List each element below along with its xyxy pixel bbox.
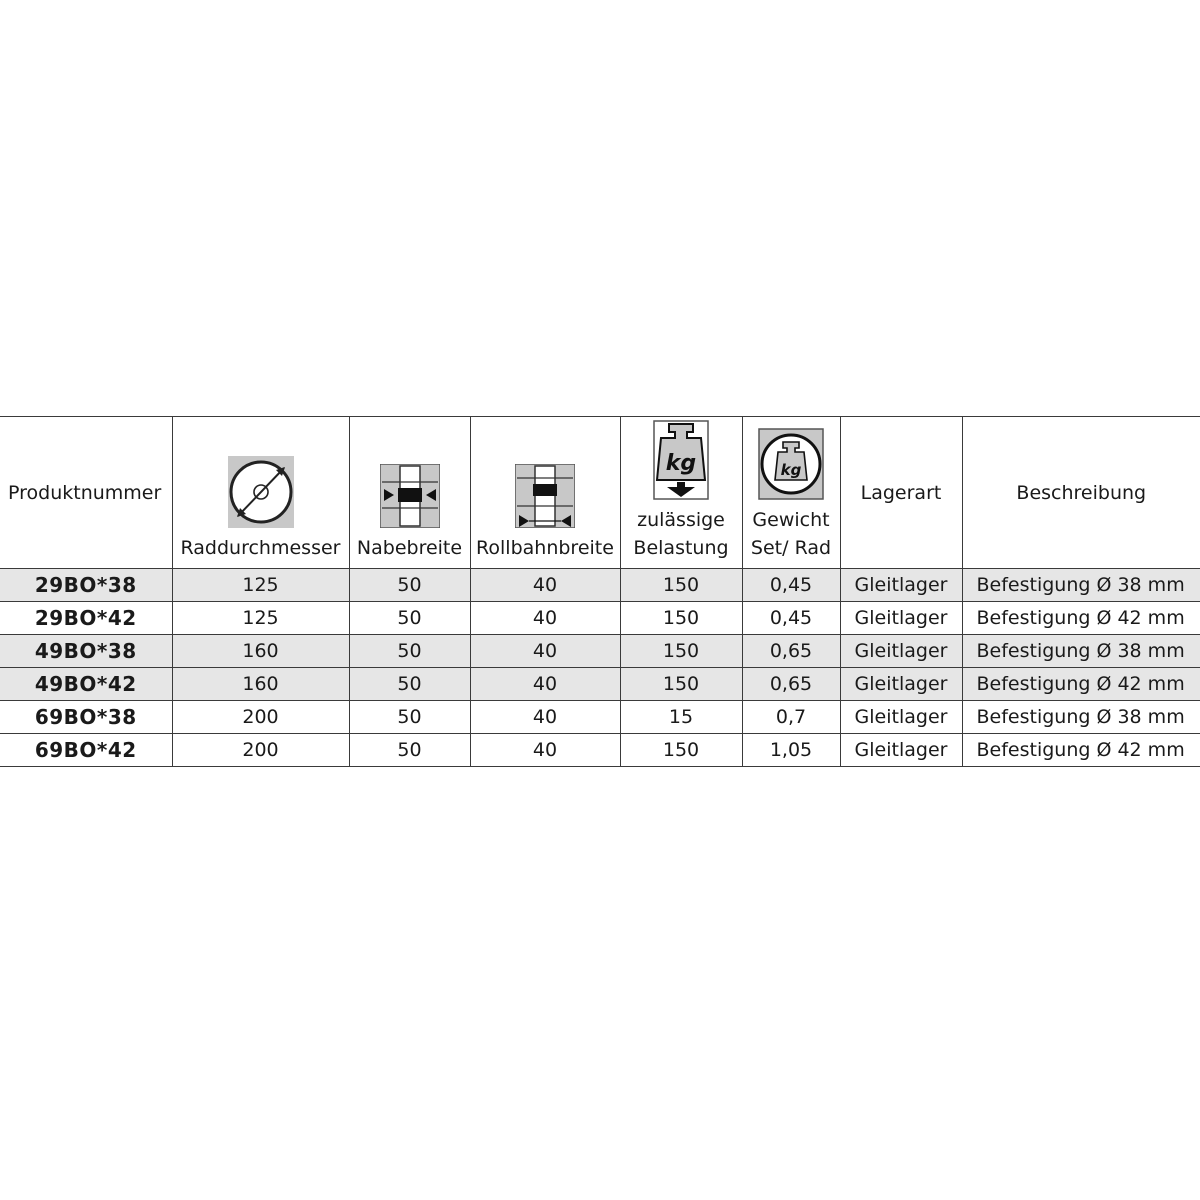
cell-rollbahnbreite: 40: [470, 602, 620, 635]
cell-nabebreite: 50: [349, 569, 470, 602]
cell-gewicht: 0,45: [742, 602, 840, 635]
cell-gewicht: 0,65: [742, 668, 840, 701]
header-raddurchmesser: [172, 417, 349, 569]
load-kg-label: kg: [665, 451, 697, 476]
cell-rollbahnbreite: 40: [470, 734, 620, 767]
header-rollbahnbreite: [470, 417, 620, 569]
cell-nabebreite: 50: [349, 668, 470, 701]
header-row: [0, 417, 1200, 569]
header-gewicht-line2: Set/ Rad: [750, 537, 832, 559]
hub-width-icon: [380, 464, 440, 528]
cell-beschreibung: Befestigung Ø 42 mm: [962, 668, 1200, 701]
cell-raddurchmesser: 160: [172, 668, 349, 701]
cell-rollbahnbreite: 40: [470, 569, 620, 602]
table-row: [0, 701, 1200, 734]
header-gewicht: [742, 417, 840, 569]
cell-gewicht: 0,65: [742, 635, 840, 668]
header-beschreibung-label: Beschreibung: [1016, 481, 1147, 504]
weight-kg-label: kg: [780, 461, 802, 479]
cell-lagerart: Gleitlager: [840, 569, 962, 602]
cell-beschreibung: Befestigung Ø 38 mm: [962, 569, 1200, 602]
cell-belastung: 150: [620, 668, 742, 701]
header-rollbahnbreite-label: Rollbahnbreite: [476, 537, 614, 559]
cell-gewicht: 1,05: [742, 734, 840, 767]
cell-rollbahnbreite: 40: [470, 701, 620, 734]
cell-raddurchmesser: 125: [172, 569, 349, 602]
table-row: [0, 602, 1200, 635]
cell-produktnummer: 29BO*38: [0, 569, 172, 602]
cell-produktnummer: 69BO*42: [0, 734, 172, 767]
wheel-diameter-icon: [228, 456, 294, 528]
cell-belastung: 150: [620, 569, 742, 602]
cell-beschreibung: Befestigung Ø 38 mm: [962, 635, 1200, 668]
cell-lagerart: Gleitlager: [840, 635, 962, 668]
load-weight-kg-icon: [653, 420, 709, 500]
header-belastung-line1: zulässige: [637, 509, 725, 531]
cell-rollbahnbreite: 40: [470, 635, 620, 668]
cell-nabebreite: 50: [349, 734, 470, 767]
cell-lagerart: Gleitlager: [840, 734, 962, 767]
cell-produktnummer: 69BO*38: [0, 701, 172, 734]
cell-rollbahnbreite: 40: [470, 668, 620, 701]
header-lagerart: [840, 417, 962, 569]
cell-produktnummer: 49BO*42: [0, 668, 172, 701]
cell-produktnummer: 49BO*38: [0, 635, 172, 668]
cell-raddurchmesser: 200: [172, 734, 349, 767]
header-belastung-line2: Belastung: [633, 537, 729, 559]
header-produktnummer-label: Produktnummer: [8, 481, 162, 504]
wheel-weight-kg-icon: [758, 428, 824, 500]
cell-produktnummer: 29BO*42: [0, 602, 172, 635]
cell-beschreibung: Befestigung Ø 38 mm: [962, 701, 1200, 734]
table-row: [0, 668, 1200, 701]
cell-nabebreite: 50: [349, 635, 470, 668]
header-lagerart-label: Lagerart: [860, 481, 942, 504]
cell-beschreibung: Befestigung Ø 42 mm: [962, 602, 1200, 635]
cell-nabebreite: 50: [349, 602, 470, 635]
cell-nabebreite: 50: [349, 701, 470, 734]
header-belastung: [620, 417, 742, 569]
header-raddurchmesser-label: Raddurchmesser: [180, 537, 341, 559]
cell-raddurchmesser: 200: [172, 701, 349, 734]
cell-gewicht: 0,45: [742, 569, 840, 602]
header-gewicht-line1: Gewicht: [752, 509, 830, 531]
cell-belastung: 150: [620, 734, 742, 767]
cell-belastung: 150: [620, 602, 742, 635]
cell-lagerart: Gleitlager: [840, 668, 962, 701]
header-nabebreite: [349, 417, 470, 569]
cell-gewicht: 0,7: [742, 701, 840, 734]
table-row: [0, 734, 1200, 767]
cell-raddurchmesser: 125: [172, 602, 349, 635]
cell-lagerart: Gleitlager: [840, 701, 962, 734]
cell-beschreibung: Befestigung Ø 42 mm: [962, 734, 1200, 767]
tread-width-icon: [515, 464, 575, 528]
cell-lagerart: Gleitlager: [840, 602, 962, 635]
table-row: [0, 569, 1200, 602]
cell-belastung: 15: [620, 701, 742, 734]
spec-table: [0, 416, 1200, 767]
header-nabebreite-label: Nabebreite: [356, 537, 463, 559]
table-row: [0, 635, 1200, 668]
cell-raddurchmesser: 160: [172, 635, 349, 668]
cell-belastung: 150: [620, 635, 742, 668]
header-beschreibung: [962, 417, 1200, 569]
header-produktnummer: [0, 417, 172, 569]
